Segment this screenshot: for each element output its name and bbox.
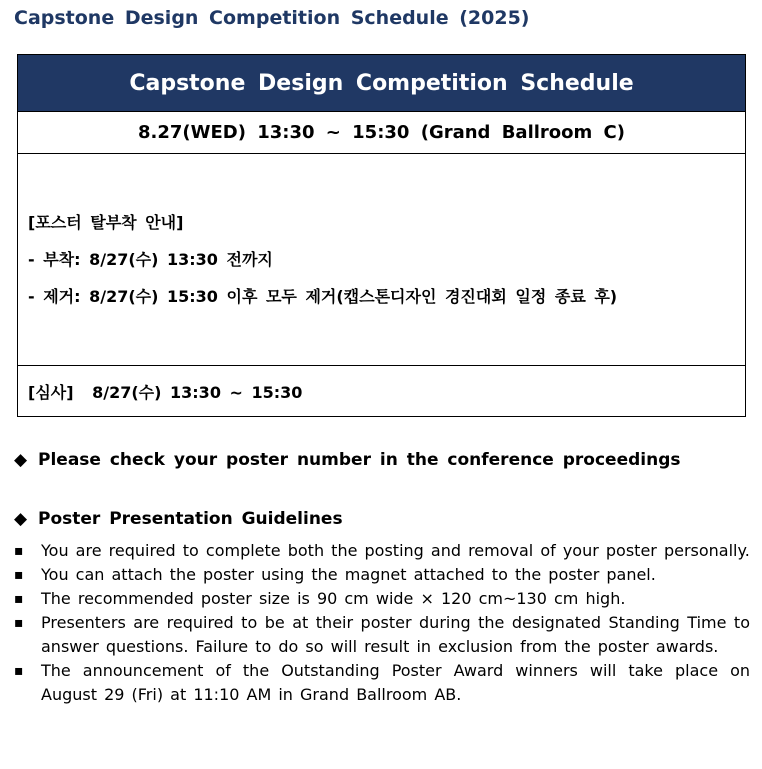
review-row bbox=[18, 366, 746, 417]
guideline-text: The recommended poster size is 90 cm wide × 120 cm~130 cm high. bbox=[41, 589, 626, 608]
square-bullet-icon: ▪ bbox=[14, 591, 24, 607]
guidelines-list bbox=[14, 539, 750, 707]
review-cell bbox=[18, 366, 746, 417]
schedule-datetime: 8.27(WED) 13:30 ~ 15:30 (Grand Ballroom C) bbox=[18, 112, 746, 154]
poster-notice-cell bbox=[18, 154, 746, 366]
guideline-text: You are required to complete both the posting and removal of your poster personally. bbox=[41, 541, 750, 560]
schedule-header-row bbox=[18, 55, 746, 112]
list-item bbox=[14, 539, 750, 563]
schedule-table bbox=[17, 54, 746, 417]
guideline-text: You can attach the poster using the magnet attached to the poster panel. bbox=[41, 565, 656, 584]
list-item bbox=[14, 611, 750, 659]
poster-remove-time: - 제거: 8/27(수) 15:30 이후 모두 제거(캡스톤디자인 경진대회 일정 종료 후) bbox=[28, 287, 618, 306]
review-time: 8/27(수) 13:30 ~ 15:30 bbox=[92, 382, 303, 402]
square-bullet-icon: ▪ bbox=[14, 567, 24, 583]
list-item bbox=[14, 659, 750, 707]
diamond-bullet-icon: ◆ bbox=[14, 450, 28, 470]
poster-notice-heading: [포스터 탈부착 안내] bbox=[28, 213, 184, 232]
list-item bbox=[14, 587, 750, 611]
square-bullet-icon: ▪ bbox=[14, 663, 24, 679]
check-poster-number-text: Please check your poster number in the conference proceedings bbox=[38, 450, 681, 470]
poster-notice-row bbox=[18, 154, 746, 366]
square-bullet-icon: ▪ bbox=[14, 615, 24, 631]
list-item bbox=[14, 563, 750, 587]
guidelines-heading-text: Poster Presentation Guidelines bbox=[38, 509, 343, 529]
poster-attach-time: - 부착: 8/27(수) 13:30 전까지 bbox=[28, 250, 273, 269]
page-title: Capstone Design Competition Schedule (2025) bbox=[14, 7, 530, 29]
diamond-bullet-icon: ◆ bbox=[14, 509, 28, 529]
square-bullet-icon: ▪ bbox=[14, 543, 24, 559]
guidelines-heading bbox=[14, 509, 343, 529]
schedule-header: Capstone Design Competition Schedule bbox=[18, 55, 746, 112]
review-label: [심사] bbox=[28, 382, 74, 402]
guideline-text: The announcement of the Outstanding Poster Award winners will take place on August 29 (Fri) at 11:10 AM in Grand Ballroom AB. bbox=[41, 661, 750, 704]
guideline-text: Presenters are required to be at their poster during the designated Standing Time to answer questions. Failure to do so will result in exclusion from the poster awards. bbox=[41, 613, 750, 656]
schedule-datetime-row bbox=[18, 112, 746, 154]
check-poster-number-notice bbox=[14, 450, 680, 470]
